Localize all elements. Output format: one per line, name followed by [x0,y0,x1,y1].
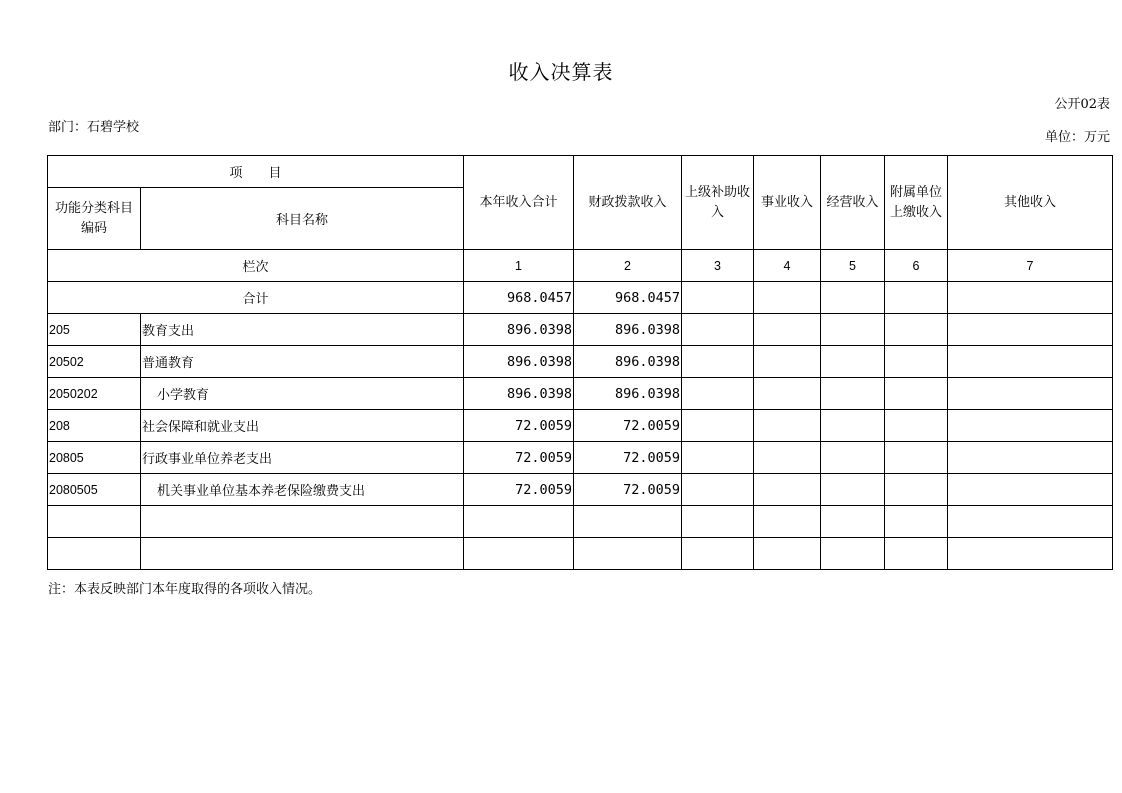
header-col-operation: 经营收入 [821,156,885,250]
empty-row [48,506,1113,538]
code-cell: 205 [48,314,141,346]
header-col-affiliate: 附属单位上缴收入 [885,156,948,250]
value-cell: 896.0398 [574,346,682,378]
name-cell: 社会保障和就业支出 [141,410,464,442]
page-title: 收入决算表 [508,60,614,84]
value-cell [682,314,754,346]
header-item: 项 目 [48,156,464,188]
empty-cell [948,506,1113,538]
empty-cell [574,538,682,570]
value-cell: 968.0457 [464,282,574,314]
code-cell: 20805 [48,442,141,474]
value-cell [682,282,754,314]
empty-cell [141,506,464,538]
value-cell [821,474,885,506]
value-cell [682,346,754,378]
value-cell [948,474,1113,506]
header-col-other: 其他收入 [948,156,1113,250]
value-cell [682,442,754,474]
department-label: 部门：石碧学校 [48,120,140,135]
unit-label: 单位：万元 [1044,130,1110,145]
value-cell [754,314,821,346]
value-cell: 72.0059 [574,474,682,506]
empty-cell [885,506,948,538]
empty-row [48,538,1113,570]
value-cell: 72.0059 [464,410,574,442]
value-cell [821,346,885,378]
footnote: 注：本表反映部门本年度取得的各项收入情况。 [48,582,322,597]
header-row-1 [48,156,1113,188]
value-cell [754,282,821,314]
value-cell [821,314,885,346]
table-row [48,442,1113,474]
header-col-superior: 上级补助收入 [682,156,754,250]
name-cell: 普通教育 [141,346,464,378]
value-cell [885,282,948,314]
empty-cell [754,506,821,538]
index-cell: 2 [574,250,682,282]
form-number: 公开02表 [1054,97,1110,112]
value-cell [754,474,821,506]
value-cell [821,282,885,314]
code-cell: 20502 [48,346,141,378]
header-code: 功能分类科目编码 [48,188,141,250]
value-cell [821,410,885,442]
empty-cell [574,506,682,538]
name-cell: 小学教育 [141,378,464,410]
index-cell: 3 [682,250,754,282]
value-cell [682,474,754,506]
empty-cell [821,506,885,538]
index-row [48,250,1113,282]
value-cell [885,314,948,346]
value-cell [885,346,948,378]
code-cell: 2050202 [48,378,141,410]
table-row [48,314,1113,346]
empty-cell [948,538,1113,570]
empty-cell [48,506,141,538]
value-cell: 896.0398 [464,314,574,346]
value-cell [754,346,821,378]
value-cell [948,442,1113,474]
value-cell [948,346,1113,378]
index-label: 栏次 [48,250,464,282]
header-col-fiscal: 财政拨款收入 [574,156,682,250]
empty-cell [682,506,754,538]
index-cell: 7 [948,250,1113,282]
value-cell: 896.0398 [574,378,682,410]
empty-cell [141,538,464,570]
table-row [48,346,1113,378]
value-cell: 72.0059 [464,474,574,506]
value-cell [885,442,948,474]
value-cell [821,442,885,474]
total-row [48,282,1113,314]
header-name: 科目名称 [141,188,464,250]
value-cell [948,282,1113,314]
table-row [48,474,1113,506]
index-cell: 6 [885,250,948,282]
header-col-business: 事业收入 [754,156,821,250]
value-cell: 896.0398 [464,378,574,410]
value-cell [682,378,754,410]
header-col-total: 本年收入合计 [464,156,574,250]
name-cell: 机关事业单位基本养老保险缴费支出 [141,474,464,506]
value-cell [754,410,821,442]
value-cell: 896.0398 [464,346,574,378]
index-cell: 5 [821,250,885,282]
value-cell: 968.0457 [574,282,682,314]
value-cell [821,378,885,410]
value-cell [948,410,1113,442]
empty-cell [464,538,574,570]
code-cell: 208 [48,410,141,442]
table-row [48,378,1113,410]
index-cell: 4 [754,250,821,282]
value-cell: 72.0059 [574,442,682,474]
value-cell [682,410,754,442]
empty-cell [48,538,141,570]
empty-cell [821,538,885,570]
value-cell: 72.0059 [574,410,682,442]
income-table [47,155,1113,570]
name-cell: 教育支出 [141,314,464,346]
name-cell: 行政事业单位养老支出 [141,442,464,474]
empty-cell [682,538,754,570]
index-cell: 1 [464,250,574,282]
total-label: 合计 [48,282,464,314]
empty-cell [885,538,948,570]
value-cell: 896.0398 [574,314,682,346]
code-cell: 2080505 [48,474,141,506]
empty-cell [464,506,574,538]
value-cell [754,442,821,474]
value-cell [754,378,821,410]
empty-cell [754,538,821,570]
value-cell [948,378,1113,410]
table-row [48,410,1113,442]
value-cell [885,474,948,506]
value-cell [885,410,948,442]
value-cell: 72.0059 [464,442,574,474]
value-cell [948,314,1113,346]
value-cell [885,378,948,410]
